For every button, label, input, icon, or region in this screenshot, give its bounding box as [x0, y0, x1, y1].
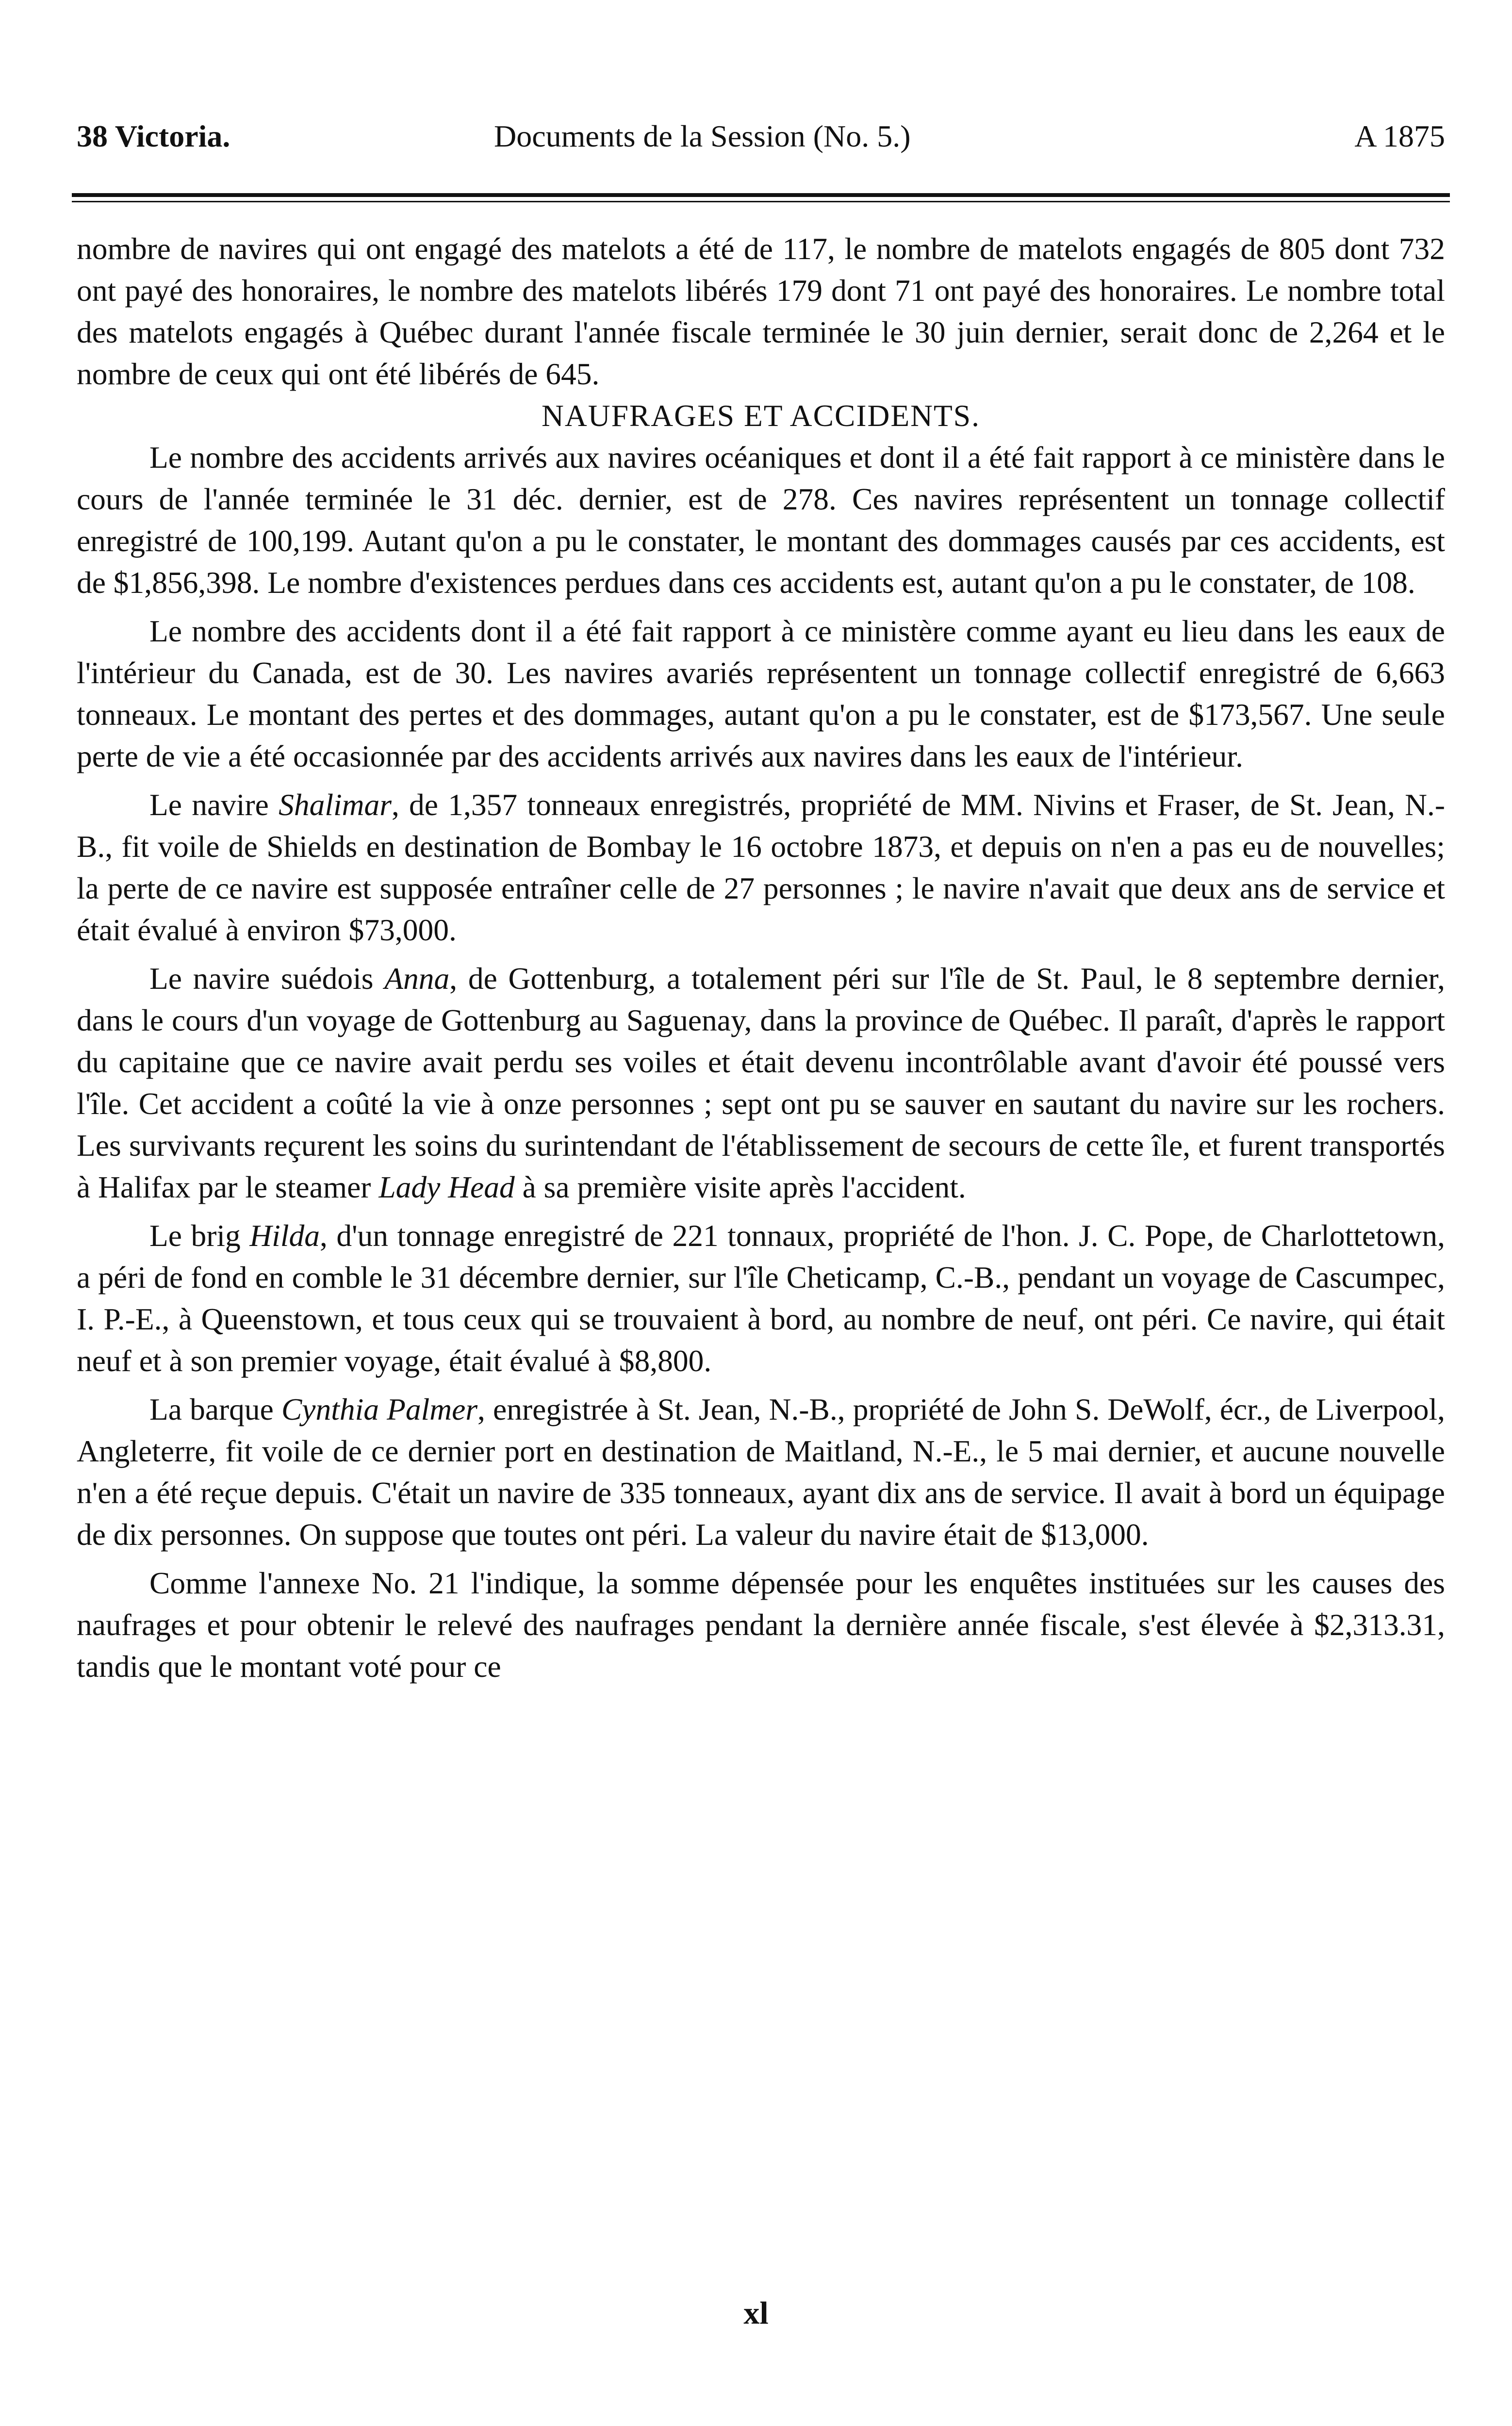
header-rule-thin	[72, 201, 1450, 202]
ship-name: Cynthia Palmer	[281, 1392, 478, 1426]
page-number: xl	[743, 2295, 769, 2331]
text-run: , de 1,357 tonneaux enregistrés, propriété de MM. Nivins et Fraser, de St. Jean, N.-B., fit voile de Shields en destination de Bombay le 16 octobre 1873, et depuis on n'en a pas eu de nouvelles; la perte de ce navire est supposée entraîner celle de 27 personnes ; le navire n'avait que deux ans de service et était évalué à environ $73,000.	[77, 787, 1445, 947]
steamer-name: Lady Head	[378, 1170, 515, 1204]
ship-name: Anna	[384, 961, 450, 996]
header-title: Documents de la Session (No. 5.)	[494, 119, 911, 153]
text-run: , enregistrée à St. Jean, N.-B., propriété de John S. DeWolf, écr., de Liverpool, Angleterre, fit voile de ce dernier port en destination de Maitland, N.-E., le 5 mai dernier, et aucune nouvelle n'en a été reçue depuis. C'était un navire de 335 tonneaux, ayant dix ans de service. Il avait à bord un équipage de dix personnes. On suppose que toutes ont péri. La valeur du navire était de $13,000.	[77, 1392, 1445, 1552]
header-rule-thick	[72, 193, 1450, 197]
text-run: à sa première visite après l'accident.	[514, 1170, 966, 1204]
paragraph-shalimar	[77, 784, 1445, 951]
ship-name: Shalimar	[279, 787, 392, 822]
paragraph-cynthia-palmer	[77, 1389, 1445, 1556]
header-session: A 1875	[1354, 119, 1445, 153]
paragraph-ocean-accidents: Le nombre des accidents arrivés aux navires océaniques et dont il a été fait rapport à ce ministère dans le cours de l'année terminée le 31 déc. dernier, est de 278. Ces navires représentent un tonnage collectif enregistré de 100,199. Autant qu'on a pu le constater, le montant des dommages causés par ces accidents, est de $1,856,398. Le nombre d'existences perdues dans ces accidents est, autant qu'on a pu le constater, de 108.	[77, 440, 1445, 600]
paragraph-hilda	[77, 1215, 1445, 1382]
paragraph-annex-expenses: Comme l'annexe No. 21 l'indique, la somme dépensée pour les enquêtes instituées sur les causes des naufrages et pour obtenir le relevé des naufrages pendant la dernière année fiscale, s'est élevée à $2,313.31, tandis que le montant voté pour ce	[77, 1566, 1445, 1684]
text-run: Le navire	[149, 787, 279, 822]
paragraph-inland-accidents: Le nombre des accidents dont il a été fait rapport à ce ministère comme ayant eu lieu dans les eaux de l'intérieur du Canada, est de 30. Les navires avariés représentent un tonnage collectif enregistré de 6,663 tonneaux. Le montant des pertes et des dommages, autant qu'on a pu le constater, est de $173,567. Une seule perte de vie a été occasionnée par des accidents arrivés aux navires dans les eaux de l'intérieur.	[77, 614, 1445, 773]
text-run: , de Gottenburg, a totalement péri sur l'île de St. Paul, le 8 septembre dernier, dans le cours d'un voyage de Gottenburg au Saguenay, dans la province de Québec. Il paraît, d'après le rapport du capitaine que ce navire avait perdu ses voiles et était devenu incontrôlable avant d'avoir été poussé vers l'île. Cet accident a coûté la vie à onze personnes ; sept ont pu se sauver en sautant du navire sur les rochers. Les survivants reçurent les soins du surintendant de l'établissement de secours de cette île, et furent transportés à Halifax par le steamer	[77, 961, 1445, 1204]
running-header	[77, 110, 1445, 163]
ship-name: Hilda	[249, 1218, 320, 1253]
text-run: La barque	[149, 1392, 281, 1426]
text-run: Le brig	[149, 1218, 250, 1253]
section-title: NAUFRAGES ET ACCIDENTS.	[542, 398, 980, 433]
text-run: Le navire suédois	[149, 961, 385, 996]
paragraph-anna	[77, 958, 1445, 1208]
header-volume: 38 Victoria.	[77, 119, 230, 153]
paragraph-seamen-statistics: nombre de navires qui ont engagé des matelots a été de 117, le nombre de matelots engagés de 805 dont 732 ont payé des honoraires, le nombre des matelots libérés 179 dont 71 ont payé des honoraires. Le nombre total des matelots engagés à Québec durant l'année fiscale terminée le 30 juin dernier, serait donc de 2,264 et le nombre de ceux qui ont été libérés de 645.	[77, 231, 1445, 391]
body-text	[77, 228, 1445, 1688]
text-run: , d'un tonnage enregistré de 221 tonnaux, propriété de l'hon. J. C. Pope, de Charlottetown, a péri de fond en comble le 31 décembre dernier, sur l'île Cheticamp, C.-B., pendant un voyage de Cascumpec, I. P.-E., à Queenstown, et tous ceux qui se trouvaient à bord, au nombre de neuf, ont péri. Ce navire, qui était neuf et à son premier voyage, était évalué à $8,800.	[77, 1218, 1445, 1378]
